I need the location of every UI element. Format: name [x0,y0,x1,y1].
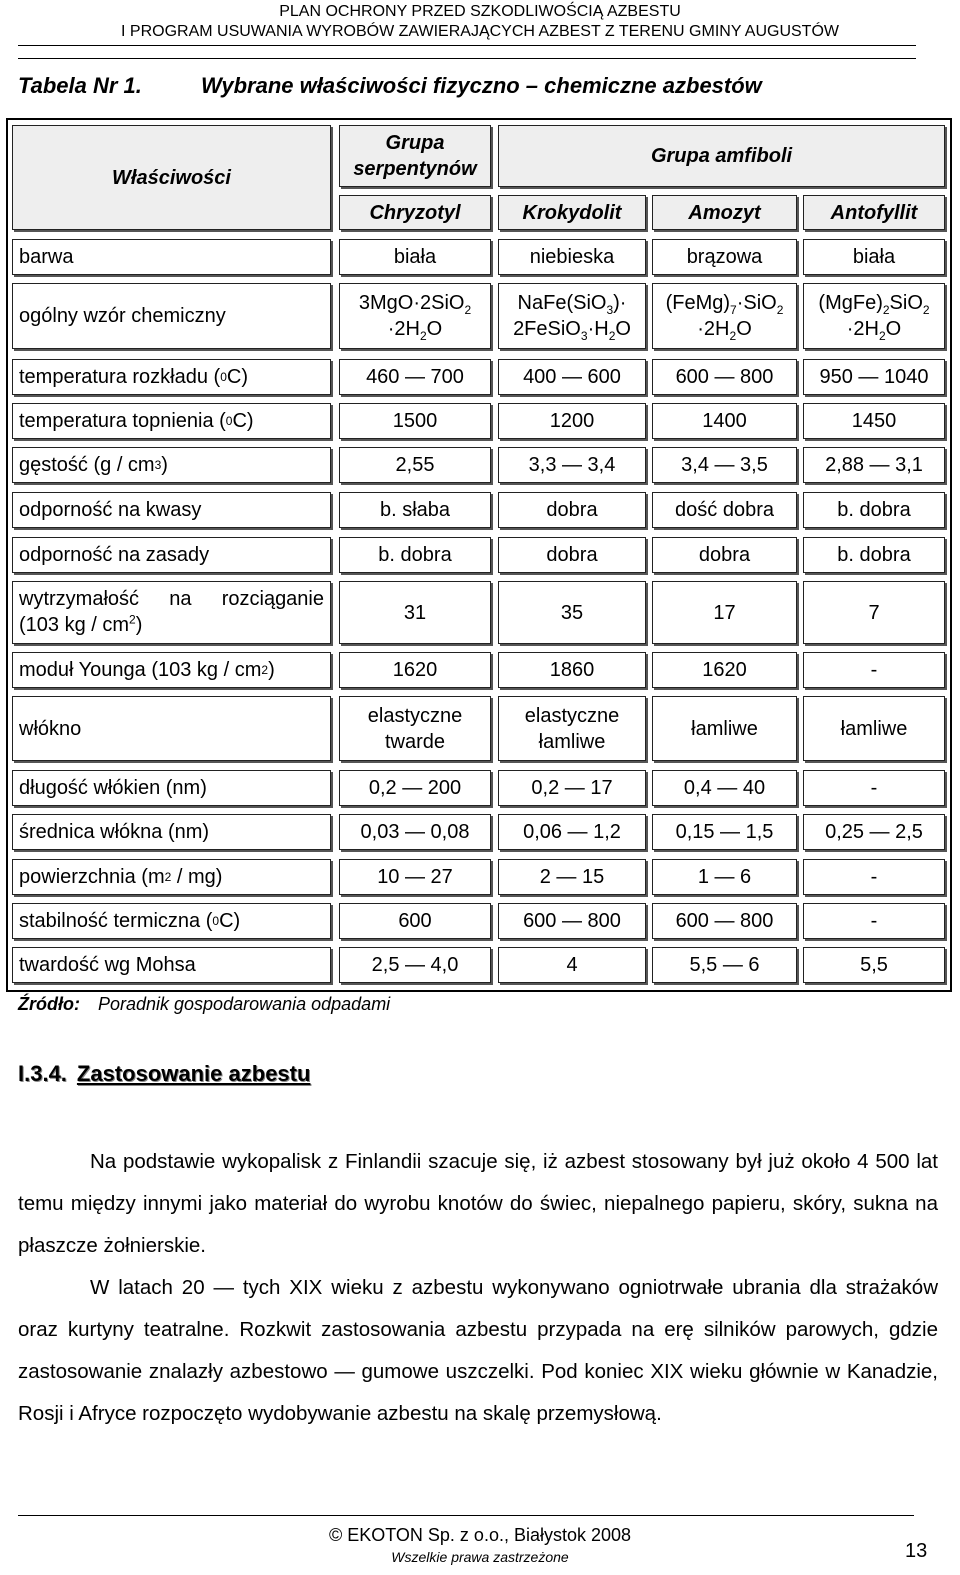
formula-part: (FeMg) [665,292,731,314]
formula-part: SiO [889,292,923,314]
header-properties: Właściwości [12,125,331,230]
cell-mohs-chryzotyl: 2,5 — 4,0 [339,947,491,983]
label-text-end: / mg) [171,866,223,888]
footer-divider [18,1515,914,1516]
cell-thermal-krokydolit: 600 — 800 [498,903,646,939]
cell-barwa-amozyt: brązowa [652,239,797,275]
label-superscript: 2 [129,612,136,627]
header-divider-2 [18,58,916,59]
cell-decomposition-chryzotyl: 460 — 700 [339,359,491,395]
formula-part: SiO [743,292,777,314]
label-text: temperatura rozkładu ( [19,366,221,388]
cell-formula-antofyllit: $(MgFe)_2SiO_2$ $\cdot 2H_2O$ [803,283,945,349]
label-text: temperatura topnienia ( [19,410,226,432]
cell-density-antofyllit: 2,88 — 3,1 [803,447,945,483]
column-antofyllit: Antofyllit [803,195,945,230]
cell-length-chryzotyl: 0,2 — 200 [339,770,491,806]
formula-part: 2H [853,318,879,340]
formula-part: O [426,318,443,340]
row-label-density: gęstość (g / cm 3 ) [12,447,331,483]
formula-part: O [885,318,902,340]
formula-subscript: 2 [464,303,472,317]
cell-density-chryzotyl: 2,55 [339,447,491,483]
section-heading [18,1061,310,1087]
cell-density-krokydolit: 3,3 — 3,4 [498,447,646,483]
cell-barwa-krokydolit: niebieska [498,239,646,275]
cell-barwa-chryzotyl: biała [339,239,491,275]
row-label-thermal-stability: stabilność termiczna ( 0 C) [12,903,331,939]
formula-part: 2SiO [419,292,465,314]
cell-young-amozyt: 1620 [652,652,797,688]
page-number: 13 [905,1540,928,1562]
cell-fiber-chryzotyl [339,696,491,761]
cell-young-chryzotyl: 1620 [339,652,491,688]
cell-surface-amozyt: 1 — 6 [652,859,797,895]
label-text-end: ) [268,659,275,681]
formula-part: (MgFe) [818,292,883,314]
cell-formula-amozyt: $(FeMg)_7\cdot SiO_2$ $\cdot 2H_2O$ [652,283,797,349]
formula-subscript: 3 [606,303,614,317]
cell-surface-chryzotyl: 10 — 27 [339,859,491,895]
cell-melting-chryzotyl: 1500 [339,403,491,439]
column-chryzotyl: Chryzotyl [339,195,491,230]
row-label-barwa: barwa [12,239,331,275]
cell-mohs-amozyt: 5,5 — 6 [652,947,797,983]
footer-copyright: © EKOTON Sp. z o.o., Białystok 2008 [328,1525,632,1545]
formula-subscript: 2 [776,303,784,317]
cell-thermal-amozyt: 600 — 800 [652,903,797,939]
row-label-mohs-hardness: twardość wg Mohsa [12,947,331,983]
cell-alkali-krokydolit: dobra [498,537,646,573]
label-text-end: ) [161,454,168,476]
row-label-melting-temp: temperatura topnienia ( 0 C) [12,403,331,439]
cell-young-antofyllit: - [803,652,945,688]
label-text-line2: (103 kg / cm [19,614,130,636]
cell-fiber-antofyllit: łamliwe [803,696,945,761]
cell-diameter-krokydolit: 0,06 — 1,2 [498,814,646,850]
cell-length-antofyllit: - [803,770,945,806]
document-header-line1: PLAN OCHRONY PRZED SZKODLIWOŚCIĄ AZBESTU [279,3,681,20]
formula-subscript: 7 [730,303,737,317]
label-text-end: C) [219,910,241,932]
label-text: moduł Younga (103 kg / cm [19,659,262,681]
fiber-line: twarde [384,730,446,753]
formula-part: H [594,318,609,340]
row-label-surface: powierzchnia (m 2 / mg) [12,859,331,895]
footer-rights: Wszelkie prawa zastrzeżone [391,1549,569,1565]
column-krokydolit: Krokydolit [498,195,646,230]
cell-tensile-amozyt: 17 [652,581,797,644]
cell-length-amozyt: 0,4 — 40 [652,770,797,806]
formula-part: ) [613,292,620,314]
formula-subscript: 2 [729,329,737,343]
cell-melting-krokydolit: 1200 [498,403,646,439]
cell-acid-antofyllit: b. dobra [803,492,945,528]
cell-fiber-amozyt: łamliwe [652,696,797,761]
cell-formula-chryzotyl: 3MgO·2SiO$_2$ $\cdot 2H_2O$ [339,283,491,349]
cell-diameter-chryzotyl: 0,03 — 0,08 [339,814,491,850]
label-text-end: C) [226,366,248,388]
cell-length-krokydolit: 0,2 — 17 [498,770,646,806]
label-text: wytrzymałość na rozciąganie [19,588,324,610]
cell-decomposition-krokydolit: 400 — 600 [498,359,646,395]
formula-subscript: 2 [608,329,616,343]
row-label-acid-resistance: odporność na kwasy [12,492,331,528]
header-serpentine-group: Grupa serpentynów [339,125,491,187]
cell-acid-chryzotyl: b. słaba [339,492,491,528]
row-label-fiber-length: długość włókien (nm) [12,770,331,806]
table-source [18,994,390,1015]
label-text: powierzchnia (m [19,866,165,888]
cell-surface-krokydolit: 2 — 15 [498,859,646,895]
cell-melting-antofyllit: 1450 [803,403,945,439]
cell-tensile-krokydolit: 35 [498,581,646,644]
cell-tensile-antofyllit: 7 [803,581,945,644]
formula-part: 3MgO [358,292,414,314]
formula-subscript: 3 [580,329,588,343]
row-label-fiber-diameter: średnica włókna (nm) [12,814,331,850]
cell-acid-krokydolit: dobra [498,492,646,528]
section-number: I.3.4. [18,1061,67,1086]
cell-surface-antofyllit: - [803,859,945,895]
formula-subscript: 2 [882,303,890,317]
cell-mohs-antofyllit: 5,5 [803,947,945,983]
row-label-decomposition-temp: temperatura rozkładu ( 0 C) [12,359,331,395]
cell-mohs-krokydolit: 4 [498,947,646,983]
paragraph: W latach 20 — tych XIX wieku z azbestu wykonywano ogniotrwałe ubrania dla strażaków oraz kurtyny teatralne. Rozkwit zastosowania azbestu przypada na erę silników parowych, gdzie zastosowanie znalazły azbestowo — gumowe uszczelki. Pod koniec XIX wieku głównie w Kanadzie, Rosji i Afryce rozpoczęto wydobywanie azbestu na skalę przemysłową. [18,1276,938,1425]
cell-young-krokydolit: 1860 [498,652,646,688]
row-label-young-modulus: moduł Younga (103 kg / cm 2 ) [12,652,331,688]
cell-diameter-antofyllit: 0,25 — 2,5 [803,814,945,850]
source-text: Poradnik gospodarowania odpadami [97,994,391,1014]
fiber-line: elastyczne [524,704,620,727]
column-amozyt: Amozyt [652,195,797,230]
section-title: Zastosowanie azbestu [76,1061,311,1086]
cell-barwa-antofyllit: biała [803,239,945,275]
row-label-fiber: włókno [12,696,331,761]
source-label: Źródło: [18,994,80,1014]
formula-part: 2H [703,318,730,340]
formula-part: O [736,318,752,340]
formula-subscript: 2 [419,329,427,343]
formula-part: O [615,318,631,340]
header-amphibole-group: Grupa amfiboli [498,125,945,187]
label-text-end: ) [135,614,143,636]
fiber-line: elastyczne [367,704,463,727]
cell-thermal-antofyllit: - [803,903,945,939]
table-caption-title: Wybrane właściwości fizyczno – chemiczne azbestów [201,73,762,98]
cell-decomposition-antofyllit: 950 — 1040 [803,359,945,395]
header-divider [18,45,916,46]
fiber-line: łamliwe [538,730,606,753]
cell-diameter-amozyt: 0,15 — 1,5 [652,814,797,850]
table-caption [18,73,762,99]
paragraph: Na podstawie wykopalisk z Finlandii szacuje się, iż azbest stosowany był już około 4 500 lat temu między innymi jako materiał do wyrobu knotów do świec, niepalnego papieru, skóry, sukna na płaszcze żołnierskie. [18,1150,938,1257]
formula-subscript: 2 [922,303,930,317]
formula-subscript: 2 [878,329,886,343]
formula-part: NaFe(SiO [517,292,607,314]
label-text-end: C) [232,410,254,432]
cell-acid-amozyt: dość dobra [652,492,797,528]
cell-decomposition-amozyt: 600 — 800 [652,359,797,395]
cell-alkali-amozyt: dobra [652,537,797,573]
table-caption-number: Tabela Nr 1. [18,73,142,98]
cell-alkali-antofyllit: b. dobra [803,537,945,573]
cell-density-amozyt: 3,4 — 3,5 [652,447,797,483]
cell-formula-krokydolit: NaFe(SiO$_3$)· $2FeSiO_3\cdot H_2O$ [498,283,646,349]
label-text: stabilność termiczna ( [19,910,213,932]
label-text: gęstość (g / cm [19,454,155,476]
formula-part: 2FeSiO [513,318,581,340]
document-header-line2: I PROGRAM USUWANIA WYROBÓW ZAWIERAJĄCYCH AZBEST Z TERENU GMINY AUGUSTÓW [121,23,839,40]
row-label-alkali-resistance: odporność na zasady [12,537,331,573]
cell-alkali-chryzotyl: b. dobra [339,537,491,573]
cell-thermal-chryzotyl: 600 [339,903,491,939]
cell-melting-amozyt: 1400 [652,403,797,439]
formula-part: 2H [394,318,420,340]
cell-tensile-chryzotyl: 31 [339,581,491,644]
row-label-formula: ogólny wzór chemiczny [12,283,331,349]
row-label-tensile-strength [12,581,331,644]
cell-fiber-krokydolit [498,696,646,761]
